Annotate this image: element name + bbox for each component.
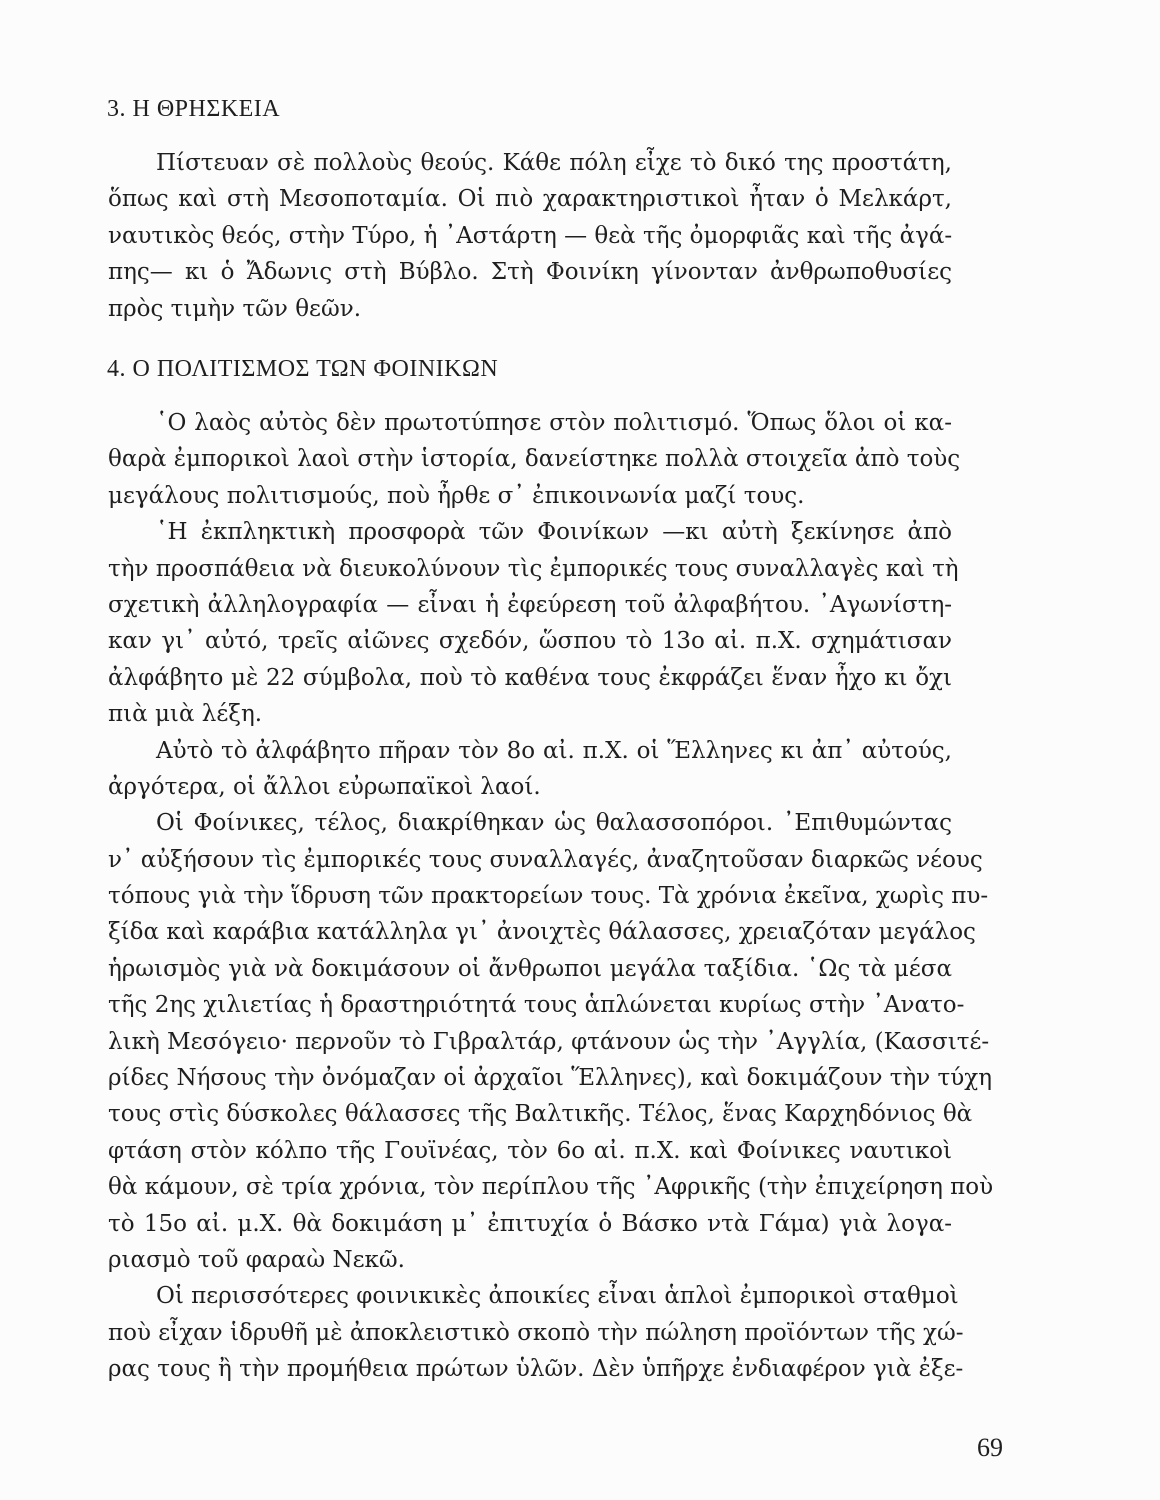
text-line: τῆς 2ης χιλιετίας ἡ δραστηριότητά τους ἁπλώνεται κυρίως στὴν ᾿Ανατο- bbox=[108, 992, 965, 1019]
text-line: μεγάλους πολιτισμούς, ποὺ ἦρθε σ᾿ ἐπικοινωνία μαζί τους. bbox=[108, 482, 805, 509]
text-line: Οἱ Φοίνικες, τέλος, διακρίθηκαν ὡς θαλασσοπόροι. ᾿Επιθυμώντας bbox=[156, 810, 952, 837]
text-line: τους στὶς δύσκολες θάλασσες τῆς Βαλτικῆς. Τέλος, ἕνας Καρχηδόνιος θὰ bbox=[108, 1101, 973, 1128]
text-line: πιὰ μιὰ λέξη. bbox=[108, 701, 263, 728]
text-line: σχετικὴ ἀλληλογραφία — εἶναι ἡ ἐφεύρεση τοῦ ἀλφαβήτου. ᾿Αγωνίστη- bbox=[108, 591, 952, 618]
text-line: θαρὰ ἐμπορικοὶ λαοὶ στὴν ἱστορία, δανείστηκε πολλὰ στοιχεῖα ἀπὸ τοὺς bbox=[108, 446, 961, 473]
text-line: φτάση στὸν κόλπο τῆς Γουϊνέας, τὸν 6ο αἰ. π.Χ. καὶ Φοίνικες ναυτικοὶ bbox=[108, 1137, 952, 1164]
text-line: πης— κι ὁ Ἄδωνις στὴ Βύβλο. Στὴ Φοινίκη γίνονταν ἀνθρωποθυσίες bbox=[108, 259, 952, 286]
text-line: τὴν προσπάθεια νὰ διευκολύνουν τὶς ἐμπορικές τους συναλλαγὲς καὶ τὴ bbox=[108, 555, 959, 582]
text-line: ριασμὸ τοῦ φαραὼ Νεκῶ. bbox=[108, 1246, 405, 1273]
text-line: καν γι᾿ αὐτό, τρεῖς αἰῶνες σχεδόν, ὥσπου τὸ 13ο αἰ. π.Χ. σχημάτισαν bbox=[108, 628, 952, 655]
text-line: Οἱ περισσότερες φοινικικὲς ἀποικίες εἶναι ἁπλοὶ ἐμπορικοὶ σταθμοὶ bbox=[156, 1283, 959, 1310]
section-3-heading: 3. Η ΘΡΗΣΚΕΙΑ bbox=[107, 96, 281, 122]
text-line: πρὸς τιμὴν τῶν θεῶν. bbox=[108, 295, 362, 322]
text-line: ῾Ο λαὸς αὐτὸς δὲν πρωτοτύπησε στὸν πολιτισμό. Ὅπως ὅλοι οἱ κα- bbox=[156, 410, 952, 436]
section-4-body bbox=[108, 405, 994, 1388]
text-line: Πίστευαν σὲ πολλοὺς θεούς. Κάθε πόλη εἶχε τὸ δικό της προστάτη, bbox=[156, 150, 952, 176]
section-3-body bbox=[108, 145, 952, 327]
text-line: ρας τους ἢ τὴν προμήθεια πρώτων ὑλῶν. Δὲν ὑπῆρχε ἐνδιαφέρον γιὰ ἐξε- bbox=[108, 1356, 964, 1383]
text-line: ἀλφάβητο μὲ 22 σύμβολα, ποὺ τὸ καθένα τους ἐκφράζει ἕναν ἦχο κι ὄχι bbox=[108, 664, 952, 691]
text-line: τόπους γιὰ τὴν ἵδρυση τῶν πρακτορείων τους. Τὰ χρόνια ἐκεῖνα, χωρὶς πυ- bbox=[108, 883, 989, 910]
text-line: ξίδα καὶ καράβια κατάλληλα γι᾿ ἀνοιχτὲς θάλασσες, χρειαζόταν μεγάλος bbox=[108, 919, 976, 946]
text-line: τὸ 15ο αἰ. μ.Χ. θὰ δοκιμάση μ᾿ ἐπιτυχία ὁ Βάσκο ντὰ Γάμα) γιὰ λογα- bbox=[108, 1210, 952, 1237]
text-line: ποὺ εἶχαν ἱδρυθῆ μὲ ἀποκλειστικὸ σκοπὸ τὴν πώληση προϊόντων τῆς χώ- bbox=[108, 1319, 964, 1346]
text-line: ἡρωισμὸς γιὰ νὰ δοκιμάσουν οἱ ἄνθρωποι μεγάλα ταξίδια. ῾Ως τὰ μέσα bbox=[108, 955, 952, 982]
text-line: λικὴ Μεσόγειο· περνοῦν τὸ Γιβραλτάρ, φτάνουν ὡς τὴν ᾿Αγγλία, (Κασσιτέ- bbox=[108, 1028, 990, 1055]
text-line: ρίδες Νήσους τὴν ὀνόμαζαν οἱ ἀρχαῖοι Ἕλληνες), καὶ δοκιμάζουν τὴν τύχη bbox=[108, 1065, 992, 1092]
text-line: ναυτικὸς θεός, στὴν Τύρο, ἡ ᾿Αστάρτη — θεὰ τῆς ὀμορφιᾶς καὶ τῆς ἀγά- bbox=[108, 222, 953, 249]
text-line: ῾Η ἐκπληκτικὴ προσφορὰ τῶν Φοινίκων —κι αὐτὴ ξεκίνησε ἀπὸ bbox=[156, 519, 952, 546]
section-4-heading: 4. Ο ΠΟΛΙΤΙΣΜΟΣ ΤΩΝ ΦΟΙΝΙΚΩΝ bbox=[107, 356, 499, 382]
text-line: ἀργότερα, οἱ ἄλλοι εὐρωπαϊκοὶ λαοί. bbox=[108, 773, 541, 800]
text-line: Αὐτὸ τὸ ἀλφάβητο πῆραν τὸν 8ο αἰ. π.Χ. οἱ Ἕλληνες κι ἀπ᾿ αὐτούς, bbox=[156, 737, 952, 764]
text-line: ν᾿ αὐξήσουν τὶς ἐμπορικές τους συναλλαγές, ἀναζητοῦσαν διαρκῶς νέους bbox=[108, 846, 983, 873]
text-line: θὰ κάμουν, σὲ τρία χρόνια, τὸν περίπλου τῆς ᾿Αφρικῆς (τὴν ἐπιχείρηση ποὺ bbox=[108, 1174, 994, 1201]
text-line: ὅπως καὶ στὴ Μεσοποταμία. Οἱ πιὸ χαρακτηριστικοὶ ἦταν ὁ Μελκάρτ, bbox=[108, 186, 952, 213]
page-number: 69 bbox=[977, 1433, 1003, 1462]
